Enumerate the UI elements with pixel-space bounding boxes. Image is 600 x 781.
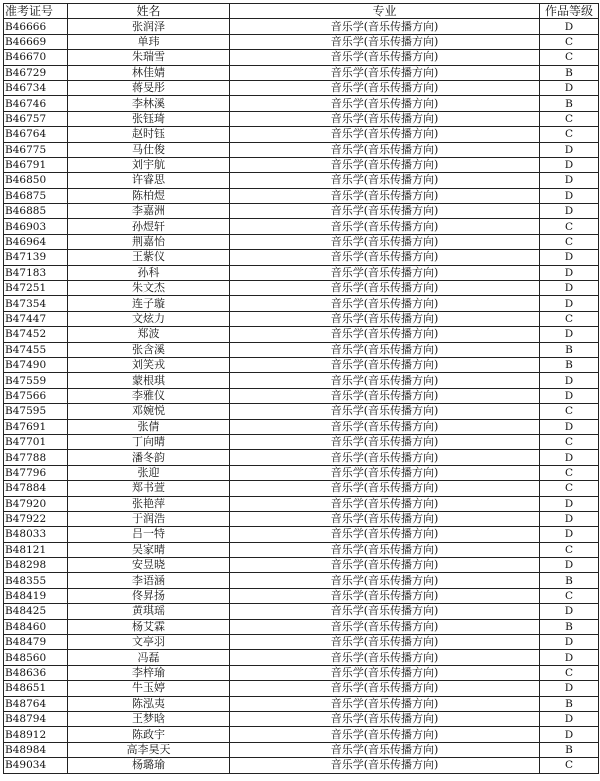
cell-major: 音乐学(音乐传播方向) <box>230 65 540 80</box>
cell-grade: C <box>540 481 599 496</box>
cell-major: 音乐学(音乐传播方向) <box>230 404 540 419</box>
cell-grade: C <box>540 111 599 126</box>
cell-major: 音乐学(音乐传播方向) <box>230 173 540 188</box>
cell-name: 文炫力 <box>68 311 230 326</box>
table-row <box>4 558 599 573</box>
header-major: 专业 <box>230 4 540 19</box>
table-row <box>4 142 599 157</box>
cell-name: 文亭羽 <box>68 635 230 650</box>
table-row <box>4 80 599 95</box>
cell-name: 林佳婧 <box>68 65 230 80</box>
cell-name: 孙煜轩 <box>68 219 230 234</box>
cell-major: 音乐学(音乐传播方向) <box>230 419 540 434</box>
cell-major: 音乐学(音乐传播方向) <box>230 219 540 234</box>
cell-major: 音乐学(音乐传播方向) <box>230 34 540 49</box>
cell-major: 音乐学(音乐传播方向) <box>230 388 540 403</box>
cell-name: 李嘉洲 <box>68 204 230 219</box>
cell-grade: D <box>540 373 599 388</box>
cell-exam-id: B46669 <box>4 34 68 49</box>
cell-grade: C <box>540 404 599 419</box>
cell-major: 音乐学(音乐传播方向) <box>230 742 540 757</box>
cell-grade: D <box>540 327 599 342</box>
cell-name: 李语涵 <box>68 573 230 588</box>
cell-grade: B <box>540 742 599 757</box>
cell-major: 音乐学(音乐传播方向) <box>230 758 540 773</box>
cell-name: 王紫仪 <box>68 250 230 265</box>
cell-grade: C <box>540 219 599 234</box>
cell-exam-id: B47452 <box>4 327 68 342</box>
cell-name: 郑书萱 <box>68 481 230 496</box>
cell-grade: B <box>540 573 599 588</box>
cell-grade: D <box>540 296 599 311</box>
table-row <box>4 34 599 49</box>
cell-name: 丁向晴 <box>68 434 230 449</box>
cell-name: 杨璐瑜 <box>68 758 230 773</box>
cell-exam-id: B47691 <box>4 419 68 434</box>
cell-exam-id: B46850 <box>4 173 68 188</box>
cell-name: 牛玉婷 <box>68 681 230 696</box>
cell-name: 张钰琦 <box>68 111 230 126</box>
cell-exam-id: B47139 <box>4 250 68 265</box>
cell-exam-id: B48425 <box>4 604 68 619</box>
cell-grade: D <box>540 650 599 665</box>
table-row <box>4 188 599 203</box>
table-row <box>4 219 599 234</box>
table-row <box>4 173 599 188</box>
table-row <box>4 711 599 726</box>
table-row <box>4 681 599 696</box>
cell-name: 冯磊 <box>68 650 230 665</box>
cell-major: 音乐学(音乐传播方向) <box>230 665 540 680</box>
header-grade: 作品等级 <box>540 4 599 19</box>
cell-name: 王梦晗 <box>68 711 230 726</box>
cell-exam-id: B48794 <box>4 711 68 726</box>
cell-exam-id: B47796 <box>4 465 68 480</box>
cell-name: 吕一特 <box>68 527 230 542</box>
cell-name: 杨艾霖 <box>68 619 230 634</box>
cell-major: 音乐学(音乐传播方向) <box>230 281 540 296</box>
cell-exam-id: B46791 <box>4 157 68 172</box>
cell-name: 黄琪瑶 <box>68 604 230 619</box>
cell-exam-id: B48560 <box>4 650 68 665</box>
cell-grade: B <box>540 619 599 634</box>
cell-exam-id: B46734 <box>4 80 68 95</box>
cell-grade: D <box>540 281 599 296</box>
header-row <box>4 4 599 19</box>
cell-major: 音乐学(音乐传播方向) <box>230 142 540 157</box>
cell-exam-id: B48419 <box>4 588 68 603</box>
cell-major: 音乐学(音乐传播方向) <box>230 373 540 388</box>
cell-major: 音乐学(音乐传播方向) <box>230 265 540 280</box>
cell-exam-id: B47559 <box>4 373 68 388</box>
table-row <box>4 234 599 249</box>
cell-major: 音乐学(音乐传播方向) <box>230 80 540 95</box>
cell-major: 音乐学(音乐传播方向) <box>230 450 540 465</box>
cell-name: 刘笑戎 <box>68 357 230 372</box>
cell-major: 音乐学(音乐传播方向) <box>230 481 540 496</box>
cell-name: 吴家晴 <box>68 542 230 557</box>
cell-major: 音乐学(音乐传播方向) <box>230 342 540 357</box>
cell-name: 张迎 <box>68 465 230 480</box>
cell-exam-id: B48479 <box>4 635 68 650</box>
cell-grade: D <box>540 80 599 95</box>
cell-grade: C <box>540 465 599 480</box>
cell-grade: C <box>540 542 599 557</box>
cell-major: 音乐学(音乐传播方向) <box>230 573 540 588</box>
cell-exam-id: B48764 <box>4 696 68 711</box>
cell-name: 刘宇航 <box>68 157 230 172</box>
cell-name: 于润浩 <box>68 511 230 526</box>
cell-name: 李梓瑜 <box>68 665 230 680</box>
cell-exam-id: B46729 <box>4 65 68 80</box>
table-row <box>4 604 599 619</box>
table-row <box>4 758 599 773</box>
cell-exam-id: B47183 <box>4 265 68 280</box>
cell-grade: D <box>540 496 599 511</box>
cell-grade: D <box>540 142 599 157</box>
cell-name: 荆嘉怡 <box>68 234 230 249</box>
cell-major: 音乐学(音乐传播方向) <box>230 619 540 634</box>
cell-major: 音乐学(音乐传播方向) <box>230 327 540 342</box>
cell-grade: D <box>540 635 599 650</box>
cell-name: 安昱晓 <box>68 558 230 573</box>
table-row <box>4 573 599 588</box>
cell-major: 音乐学(音乐传播方向) <box>230 157 540 172</box>
cell-major: 音乐学(音乐传播方向) <box>230 711 540 726</box>
cell-exam-id: B47490 <box>4 357 68 372</box>
cell-name: 张含溪 <box>68 342 230 357</box>
cell-exam-id: B46746 <box>4 96 68 111</box>
cell-exam-id: B47455 <box>4 342 68 357</box>
cell-exam-id: B47251 <box>4 281 68 296</box>
cell-exam-id: B48121 <box>4 542 68 557</box>
cell-exam-id: B47920 <box>4 496 68 511</box>
cell-exam-id: B46666 <box>4 19 68 34</box>
cell-name: 孙科 <box>68 265 230 280</box>
table-row <box>4 265 599 280</box>
cell-name: 邓婉悦 <box>68 404 230 419</box>
table-row <box>4 342 599 357</box>
cell-exam-id: B47447 <box>4 311 68 326</box>
cell-name: 朱文杰 <box>68 281 230 296</box>
cell-major: 音乐学(音乐传播方向) <box>230 296 540 311</box>
cell-exam-id: B46964 <box>4 234 68 249</box>
cell-grade: B <box>540 342 599 357</box>
cell-exam-id: B46757 <box>4 111 68 126</box>
table-row <box>4 50 599 65</box>
header-name: 姓名 <box>68 4 230 19</box>
cell-grade: D <box>540 527 599 542</box>
cell-exam-id: B49034 <box>4 758 68 773</box>
cell-exam-id: B46775 <box>4 142 68 157</box>
cell-grade: D <box>540 558 599 573</box>
cell-name: 马仕俊 <box>68 142 230 157</box>
cell-exam-id: B47884 <box>4 481 68 496</box>
cell-major: 音乐学(音乐传播方向) <box>230 204 540 219</box>
table-row <box>4 281 599 296</box>
table-row <box>4 19 599 34</box>
cell-name: 蒋旻彤 <box>68 80 230 95</box>
cell-name: 李雅仪 <box>68 388 230 403</box>
table-row <box>4 542 599 557</box>
cell-major: 音乐学(音乐传播方向) <box>230 19 540 34</box>
table-row <box>4 496 599 511</box>
cell-major: 音乐学(音乐传播方向) <box>230 50 540 65</box>
cell-grade: D <box>540 450 599 465</box>
cell-grade: C <box>540 234 599 249</box>
table-row <box>4 127 599 142</box>
cell-grade: C <box>540 50 599 65</box>
cell-name: 朱瑞雪 <box>68 50 230 65</box>
cell-exam-id: B48912 <box>4 727 68 742</box>
table-row <box>4 157 599 172</box>
cell-major: 音乐学(音乐传播方向) <box>230 681 540 696</box>
cell-major: 音乐学(音乐传播方向) <box>230 635 540 650</box>
cell-grade: D <box>540 419 599 434</box>
cell-name: 蒙根琪 <box>68 373 230 388</box>
cell-exam-id: B48651 <box>4 681 68 696</box>
cell-grade: D <box>540 604 599 619</box>
table-row <box>4 111 599 126</box>
cell-exam-id: B48298 <box>4 558 68 573</box>
table-row <box>4 296 599 311</box>
cell-exam-id: B47701 <box>4 434 68 449</box>
cell-exam-id: B48984 <box>4 742 68 757</box>
cell-grade: D <box>540 19 599 34</box>
cell-grade: D <box>540 711 599 726</box>
table-row <box>4 204 599 219</box>
cell-exam-id: B47566 <box>4 388 68 403</box>
cell-name: 陈泓夷 <box>68 696 230 711</box>
cell-major: 音乐学(音乐传播方向) <box>230 588 540 603</box>
cell-name: 陈柏煜 <box>68 188 230 203</box>
cell-major: 音乐学(音乐传播方向) <box>230 696 540 711</box>
cell-grade: D <box>540 727 599 742</box>
cell-major: 音乐学(音乐传播方向) <box>230 604 540 619</box>
cell-grade: D <box>540 204 599 219</box>
cell-name: 陈政宇 <box>68 727 230 742</box>
table-row <box>4 588 599 603</box>
cell-exam-id: B46764 <box>4 127 68 142</box>
cell-major: 音乐学(音乐传播方向) <box>230 465 540 480</box>
cell-grade: D <box>540 188 599 203</box>
cell-exam-id: B47354 <box>4 296 68 311</box>
table-row <box>4 481 599 496</box>
table-row <box>4 388 599 403</box>
cell-major: 音乐学(音乐传播方向) <box>230 434 540 449</box>
cell-exam-id: B47922 <box>4 511 68 526</box>
table-row <box>4 404 599 419</box>
cell-name: 单玮 <box>68 34 230 49</box>
table-row <box>4 465 599 480</box>
cell-major: 音乐学(音乐传播方向) <box>230 527 540 542</box>
cell-exam-id: B46903 <box>4 219 68 234</box>
cell-grade: C <box>540 127 599 142</box>
cell-grade: C <box>540 34 599 49</box>
cell-name: 张润泽 <box>68 19 230 34</box>
cell-exam-id: B48355 <box>4 573 68 588</box>
table-row <box>4 373 599 388</box>
cell-grade: C <box>540 311 599 326</box>
cell-exam-id: B48460 <box>4 619 68 634</box>
cell-grade: B <box>540 696 599 711</box>
table-row <box>4 635 599 650</box>
cell-grade: D <box>540 388 599 403</box>
cell-name: 潘冬韵 <box>68 450 230 465</box>
cell-major: 音乐学(音乐传播方向) <box>230 727 540 742</box>
cell-exam-id: B47595 <box>4 404 68 419</box>
table-row <box>4 434 599 449</box>
cell-name: 李林溪 <box>68 96 230 111</box>
table-row <box>4 665 599 680</box>
cell-name: 赵时钰 <box>68 127 230 142</box>
cell-grade: B <box>540 96 599 111</box>
table-row <box>4 619 599 634</box>
cell-grade: D <box>540 173 599 188</box>
header-exam-id: 准考证号 <box>4 4 68 19</box>
cell-major: 音乐学(音乐传播方向) <box>230 234 540 249</box>
table-row <box>4 727 599 742</box>
cell-major: 音乐学(音乐传播方向) <box>230 511 540 526</box>
score-table <box>3 3 599 774</box>
cell-grade: D <box>540 157 599 172</box>
cell-name: 张艳萍 <box>68 496 230 511</box>
cell-grade: C <box>540 588 599 603</box>
cell-grade: D <box>540 265 599 280</box>
table-row <box>4 696 599 711</box>
cell-major: 音乐学(音乐传播方向) <box>230 542 540 557</box>
cell-major: 音乐学(音乐传播方向) <box>230 250 540 265</box>
cell-name: 张倩 <box>68 419 230 434</box>
cell-exam-id: B46670 <box>4 50 68 65</box>
cell-major: 音乐学(音乐传播方向) <box>230 311 540 326</box>
cell-major: 音乐学(音乐传播方向) <box>230 496 540 511</box>
cell-grade: D <box>540 681 599 696</box>
cell-major: 音乐学(音乐传播方向) <box>230 558 540 573</box>
cell-grade: B <box>540 65 599 80</box>
table-row <box>4 65 599 80</box>
table-row <box>4 327 599 342</box>
cell-exam-id: B46885 <box>4 204 68 219</box>
cell-major: 音乐学(音乐传播方向) <box>230 96 540 111</box>
table-row <box>4 419 599 434</box>
table-row <box>4 527 599 542</box>
table-row <box>4 357 599 372</box>
cell-major: 音乐学(音乐传播方向) <box>230 111 540 126</box>
cell-grade: C <box>540 665 599 680</box>
cell-major: 音乐学(音乐传播方向) <box>230 188 540 203</box>
cell-major: 音乐学(音乐传播方向) <box>230 357 540 372</box>
cell-grade: C <box>540 434 599 449</box>
cell-name: 高李昊天 <box>68 742 230 757</box>
table-row <box>4 742 599 757</box>
table-row <box>4 511 599 526</box>
table-row <box>4 96 599 111</box>
cell-grade: C <box>540 758 599 773</box>
cell-name: 郑波 <box>68 327 230 342</box>
cell-exam-id: B47788 <box>4 450 68 465</box>
cell-exam-id: B48636 <box>4 665 68 680</box>
cell-grade: D <box>540 250 599 265</box>
table-row <box>4 311 599 326</box>
cell-name: 许睿思 <box>68 173 230 188</box>
cell-grade: D <box>540 511 599 526</box>
cell-name: 佟昇扬 <box>68 588 230 603</box>
cell-grade: B <box>540 357 599 372</box>
cell-exam-id: B48033 <box>4 527 68 542</box>
cell-major: 音乐学(音乐传播方向) <box>230 650 540 665</box>
table-row <box>4 250 599 265</box>
cell-exam-id: B46875 <box>4 188 68 203</box>
table-row <box>4 650 599 665</box>
cell-major: 音乐学(音乐传播方向) <box>230 127 540 142</box>
table-row <box>4 450 599 465</box>
cell-name: 连子璇 <box>68 296 230 311</box>
